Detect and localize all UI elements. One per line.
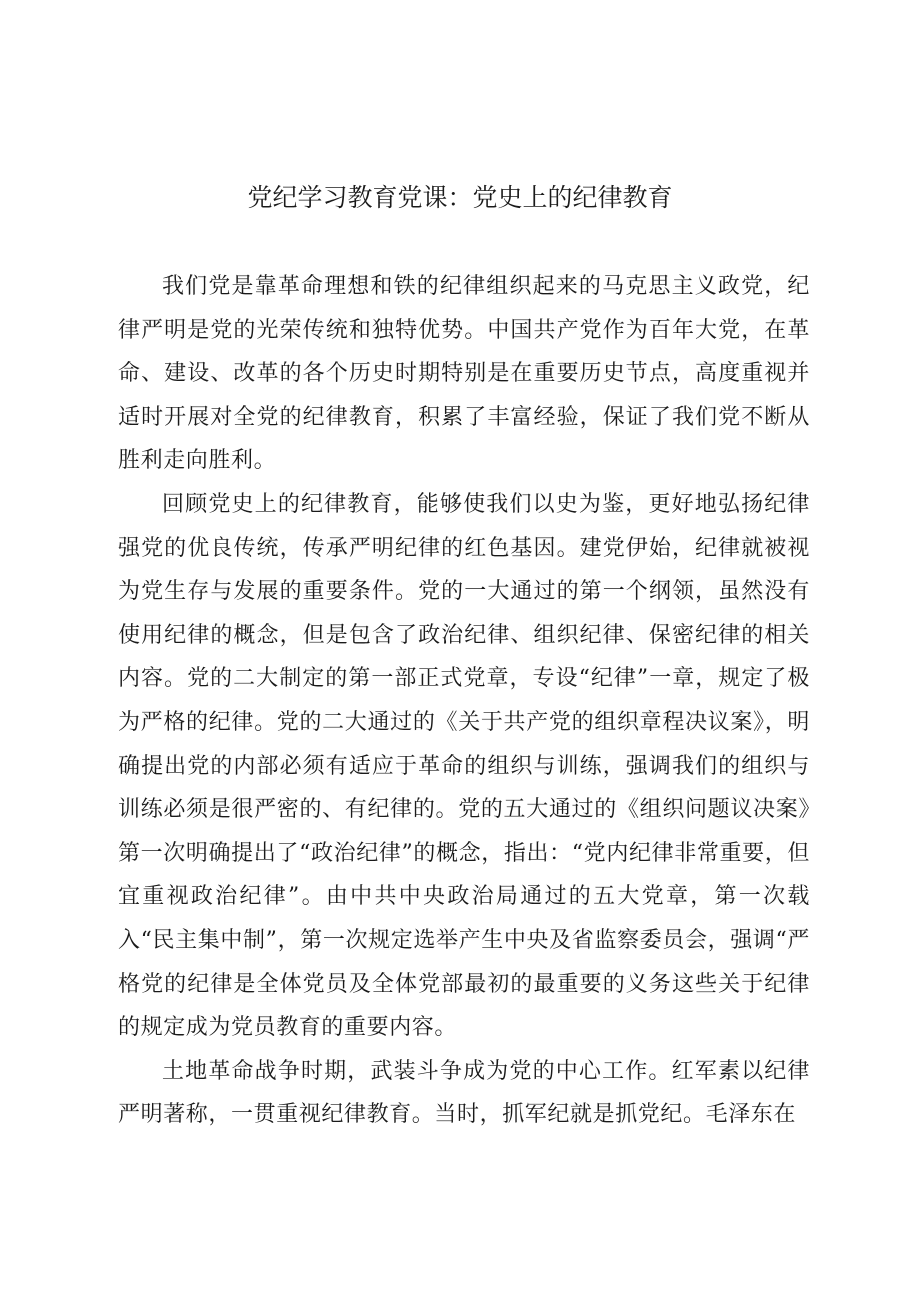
paragraph-3: 土地革命战争时期，武装斗争成为党的中心工作。红军素以纪律严明著称，一贯重视纪律教育。当时，抓军纪就是抓党纪。毛泽东在 (118, 1058, 810, 1128)
paragraph-2: 回顾党史上的纪律教育，能够使我们以史为鉴，更好地弘扬纪律强党的优良传统，传承严明纪律的红色基因。建党伊始，纪律就被视为党生存与发展的重要条件。党的一大通过的第一个纲领，虽然没有使用纪律的概念，但是包含了政治纪律、组织纪律、保密纪律的相关内容。党的二大制定的第一部正式党章，专设“纪律”一章，规定了极为严格的纪律。党的二大通过的《关于共产党的组织章程决议案》，明确提出党的内部必须有适应于革命的组织与训练，强调我们的组织与训练必须是很严密的、有纪律的。党的五大通过的《组织问题议决案》第一次明确提出了“政治纪律”的概念，指出：“党内纪律非常重要，但宜重视政治纪律”。由中共中央政治局通过的五大党章，第一次载入“民主集中制”，第一次规定选举产生中央及省监察委员会，强调“严格党的纪律是全体党员及全体党部最初的最重要的义务这些关于纪律的规定成为党员教育的重要内容。 (118, 491, 810, 1041)
document-body (118, 265, 810, 1137)
paragraph-1: 我们党是靠革命理想和铁的纪律组织起来的马克思主义政党，纪律严明是党的光荣传统和独特优势。中国共产党作为百年大党，在革命、建设、改革的各个历史时期特别是在重要历史节点，高度重视并适时开展对全党的纪律教育，积累了丰富经验，保证了我们党不断从胜利走向胜利。 (118, 274, 810, 474)
document-title: 党纪学习教育党课：党史上的纪律教育 (247, 183, 673, 212)
